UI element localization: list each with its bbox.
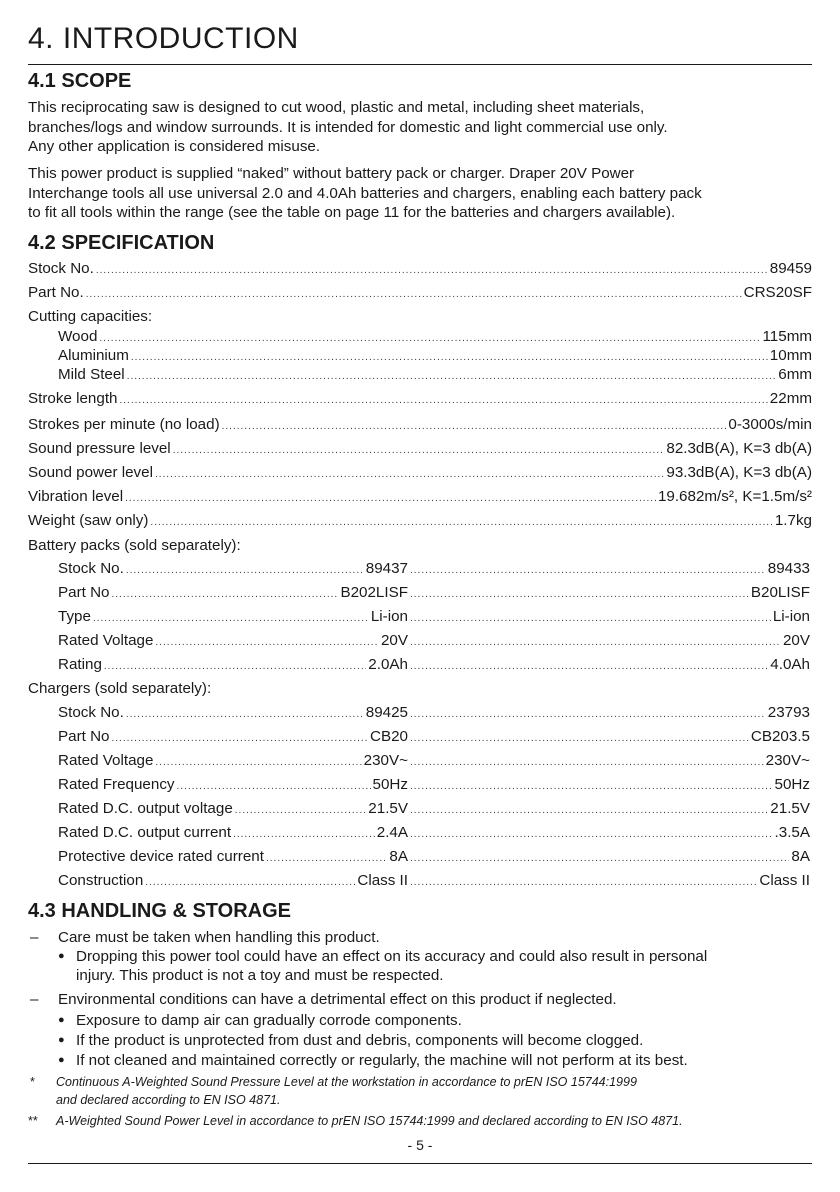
leader-dots bbox=[410, 656, 768, 673]
scope-line: Interchange tools all use universal 2.0 and 4.0Ah batteries and chargers, enabling each battery pack bbox=[28, 184, 702, 202]
footnote-marker: * bbox=[30, 1075, 35, 1089]
table-row bbox=[58, 824, 810, 844]
leader-dots bbox=[233, 824, 375, 841]
value-col-2: CB203.5 bbox=[750, 728, 810, 745]
table-row bbox=[58, 728, 810, 748]
value-col-1: 8A bbox=[389, 848, 408, 865]
value-col-1: 21.5V bbox=[368, 800, 408, 817]
spec-row-sound-pressure bbox=[28, 440, 812, 460]
leader-dots bbox=[410, 608, 771, 625]
spec-value: 10mm bbox=[769, 347, 812, 364]
table-row bbox=[58, 584, 810, 604]
value-col-2: .3.5A bbox=[774, 824, 810, 841]
spec-value: 115mm bbox=[762, 328, 812, 345]
handling-title: 4.3 HANDLING & STORAGE bbox=[28, 900, 291, 922]
spec-row-vibration bbox=[28, 488, 812, 508]
row-left-half bbox=[58, 656, 408, 673]
spec-value: 82.3dB(A), K=3 db(A) bbox=[666, 440, 812, 457]
scope-line: Any other application is considered misuse. bbox=[28, 138, 321, 155]
spec-label: Strokes per minute (no load) bbox=[28, 416, 220, 433]
cutting-capacities-label: Cutting capacities: bbox=[28, 308, 153, 325]
bottom-divider bbox=[28, 1163, 812, 1164]
row-left-half bbox=[58, 800, 408, 817]
spec-label: Part No. bbox=[28, 284, 84, 301]
value-col-1: 89437 bbox=[365, 560, 408, 577]
table-row bbox=[58, 608, 810, 628]
row-label: Stock No. bbox=[58, 560, 124, 577]
scope-line: branches/logs and window surrounds. It is intended for domestic and light commercial use only. bbox=[28, 118, 668, 136]
spec-label: Vibration level bbox=[28, 488, 124, 505]
handling-bullet-line: Dropping this power tool could have an effect on its accuracy and could also result in personal bbox=[76, 948, 708, 965]
leader-dots bbox=[177, 776, 371, 793]
spec-label: Wood bbox=[58, 328, 98, 345]
scope-line: This power product is supplied “naked” without battery pack or charger. Draper 20V Power bbox=[28, 165, 635, 182]
row-label: Type bbox=[58, 608, 91, 625]
leader-dots bbox=[86, 284, 742, 301]
handling-bullet-line: injury. This product is not a toy and must be respected. bbox=[76, 967, 444, 984]
table-row bbox=[58, 776, 810, 796]
value-col-2: 50Hz bbox=[774, 776, 810, 793]
leader-dots bbox=[410, 872, 757, 889]
value-col-2: 4.0Ah bbox=[770, 656, 810, 673]
row-left-half bbox=[58, 608, 408, 625]
spec-label: Stroke length bbox=[28, 390, 118, 407]
leader-dots bbox=[266, 848, 387, 865]
handling-bullet: If not cleaned and maintained correctly or regularly, the machine will not perform at its best. bbox=[76, 1052, 688, 1069]
table-row bbox=[58, 800, 810, 820]
leader-dots bbox=[145, 872, 355, 889]
spec-value: 1.7kg bbox=[774, 512, 812, 529]
spec-row-strokes-per-minute bbox=[28, 416, 812, 436]
row-label: Rated D.C. output current bbox=[58, 824, 232, 841]
spec-value: 89459 bbox=[769, 260, 812, 277]
leader-dots bbox=[173, 440, 665, 457]
row-label: Part No bbox=[58, 728, 110, 745]
row-label: Protective device rated current bbox=[58, 848, 264, 865]
scope-line: to fit all tools within the range (see the table on page 11 for the batteries and chargers available). bbox=[28, 204, 676, 221]
scope-paragraph-1 bbox=[28, 98, 818, 157]
spec-label: Weight (saw only) bbox=[28, 512, 149, 529]
row-label: Rated D.C. output voltage bbox=[58, 800, 233, 817]
value-col-1: 89425 bbox=[365, 704, 408, 721]
row-left-half bbox=[58, 728, 408, 745]
value-col-2: 89433 bbox=[767, 560, 810, 577]
leader-dots bbox=[410, 800, 768, 817]
row-label: Construction bbox=[58, 872, 144, 889]
value-col-1: 20V bbox=[380, 632, 408, 649]
leader-dots bbox=[410, 632, 781, 649]
value-col-1: 50Hz bbox=[372, 776, 408, 793]
row-label: Rated Frequency bbox=[58, 776, 175, 793]
leader-dots bbox=[127, 366, 777, 383]
leader-dots bbox=[410, 728, 749, 745]
spec-row-stroke-length bbox=[28, 390, 812, 410]
value-col-2: 8A bbox=[791, 848, 810, 865]
value-col-1: Li-ion bbox=[370, 608, 408, 625]
spec-row-aluminium bbox=[58, 347, 812, 367]
table-row bbox=[58, 704, 810, 724]
leader-dots bbox=[104, 656, 366, 673]
value-col-2: 230V~ bbox=[765, 752, 810, 769]
row-left-half bbox=[58, 848, 408, 865]
leader-dots bbox=[410, 848, 789, 865]
value-col-2: 23793 bbox=[767, 704, 810, 721]
table-row bbox=[58, 632, 810, 652]
spec-value: 22mm bbox=[769, 390, 812, 407]
value-col-2: Class II bbox=[759, 872, 810, 889]
leader-dots bbox=[131, 347, 768, 364]
leader-dots bbox=[99, 328, 760, 345]
spec-value: CRS20SF bbox=[743, 284, 812, 301]
handling-bullet: If the product is unprotected from dust and debris, components will become clogged. bbox=[76, 1032, 644, 1049]
row-label: Rating bbox=[58, 656, 102, 673]
leader-dots bbox=[126, 704, 364, 721]
leader-dots bbox=[410, 752, 764, 769]
table-row bbox=[58, 872, 810, 892]
table-row bbox=[58, 752, 810, 772]
bullet-dot: ● bbox=[58, 1034, 65, 1046]
handling-dash-2: Environmental conditions can have a detrimental effect on this product if neglected. bbox=[58, 991, 617, 1008]
value-col-2: B20LISF bbox=[750, 584, 810, 601]
spec-row-weight bbox=[28, 512, 812, 532]
leader-dots bbox=[155, 464, 664, 481]
leader-dots bbox=[126, 560, 364, 577]
leader-dots bbox=[125, 488, 656, 505]
footnote-marker: ** bbox=[28, 1114, 38, 1128]
spec-label: Sound power level bbox=[28, 464, 153, 481]
leader-dots bbox=[410, 824, 773, 841]
value-col-2: 21.5V bbox=[770, 800, 810, 817]
spec-row-sound-power bbox=[28, 464, 812, 484]
value-col-1: Class II bbox=[357, 872, 408, 889]
row-left-half bbox=[58, 584, 408, 601]
spec-value: 19.682m/s², K=1.5m/s² bbox=[657, 488, 812, 505]
leader-dots bbox=[120, 390, 768, 407]
spec-label: Sound pressure level bbox=[28, 440, 171, 457]
leader-dots bbox=[96, 260, 768, 277]
spec-value: 93.3dB(A), K=3 db(A) bbox=[666, 464, 812, 481]
specification-title: 4.2 SPECIFICATION bbox=[28, 232, 215, 254]
handling-bullet: Exposure to damp air can gradually corrode components. bbox=[76, 1012, 462, 1029]
bullet-dot: ● bbox=[58, 950, 65, 962]
handling-dash-1: Care must be taken when handling this product. bbox=[58, 929, 380, 946]
value-col-2: Li-ion bbox=[772, 608, 810, 625]
leader-dots bbox=[93, 608, 369, 625]
value-col-1: 2.0Ah bbox=[368, 656, 408, 673]
scope-title: 4.1 SCOPE bbox=[28, 70, 132, 92]
bullet-dot: ● bbox=[58, 1054, 65, 1066]
leader-dots bbox=[222, 416, 727, 433]
row-left-half bbox=[58, 704, 408, 721]
spec-value: 0-3000s/min bbox=[728, 416, 812, 433]
value-col-1: 2.4A bbox=[376, 824, 408, 841]
value-col-1: B202LISF bbox=[340, 584, 408, 601]
row-label: Stock No. bbox=[58, 704, 124, 721]
section-heading: 4. INTRODUCTION bbox=[28, 22, 299, 55]
table-row bbox=[58, 848, 810, 868]
footnote-line: A-Weighted Sound Power Level in accordance to prEN ISO 15744:1999 and declared according to EN ISO 4871. bbox=[56, 1114, 683, 1128]
row-label: Rated Voltage bbox=[58, 632, 154, 649]
table-row bbox=[58, 560, 810, 580]
leader-dots bbox=[155, 632, 379, 649]
leader-dots bbox=[112, 728, 369, 745]
leader-dots bbox=[410, 584, 749, 601]
value-col-1: CB20 bbox=[370, 728, 408, 745]
row-left-half bbox=[58, 752, 408, 769]
page-number: - 5 - bbox=[407, 1137, 433, 1153]
leader-dots bbox=[155, 752, 361, 769]
spec-row-part bbox=[28, 284, 812, 304]
dash-marker: – bbox=[30, 929, 39, 946]
spec-label: Aluminium bbox=[58, 347, 129, 364]
bullet-dot: ● bbox=[58, 1014, 65, 1026]
row-label: Part No bbox=[58, 584, 110, 601]
leader-dots bbox=[150, 512, 772, 529]
spec-label: Stock No. bbox=[28, 260, 94, 277]
spec-value: 6mm bbox=[778, 366, 812, 383]
value-col-2: 20V bbox=[782, 632, 810, 649]
footnote-line: and declared according to EN ISO 4871. bbox=[56, 1093, 281, 1107]
dash-marker: – bbox=[30, 991, 39, 1008]
leader-dots bbox=[410, 776, 773, 793]
leader-dots bbox=[235, 800, 367, 817]
scope-paragraph-2 bbox=[28, 164, 818, 223]
row-left-half bbox=[58, 776, 408, 793]
value-col-1: 230V~ bbox=[363, 752, 408, 769]
spec-row-mild-steel bbox=[58, 366, 812, 386]
leader-dots bbox=[410, 704, 766, 721]
row-left-half bbox=[58, 632, 408, 649]
row-label: Rated Voltage bbox=[58, 752, 154, 769]
top-divider bbox=[28, 64, 812, 65]
scope-line: This reciprocating saw is designed to cut wood, plastic and metal, including sheet materials, bbox=[28, 99, 645, 116]
spec-row-wood bbox=[58, 328, 812, 348]
row-left-half bbox=[58, 872, 408, 889]
row-left-half bbox=[58, 560, 408, 577]
battery-packs-label: Battery packs (sold separately): bbox=[28, 537, 241, 554]
table-row bbox=[58, 656, 810, 676]
leader-dots bbox=[112, 584, 339, 601]
spec-label: Mild Steel bbox=[58, 366, 125, 383]
chargers-label: Chargers (sold separately): bbox=[28, 680, 212, 697]
leader-dots bbox=[410, 560, 766, 577]
footnote-line: Continuous A-Weighted Sound Pressure Level at the workstation in accordance to prEN ISO 15744:1999 bbox=[56, 1075, 637, 1089]
spec-row-stock bbox=[28, 260, 812, 280]
row-left-half bbox=[58, 824, 408, 841]
